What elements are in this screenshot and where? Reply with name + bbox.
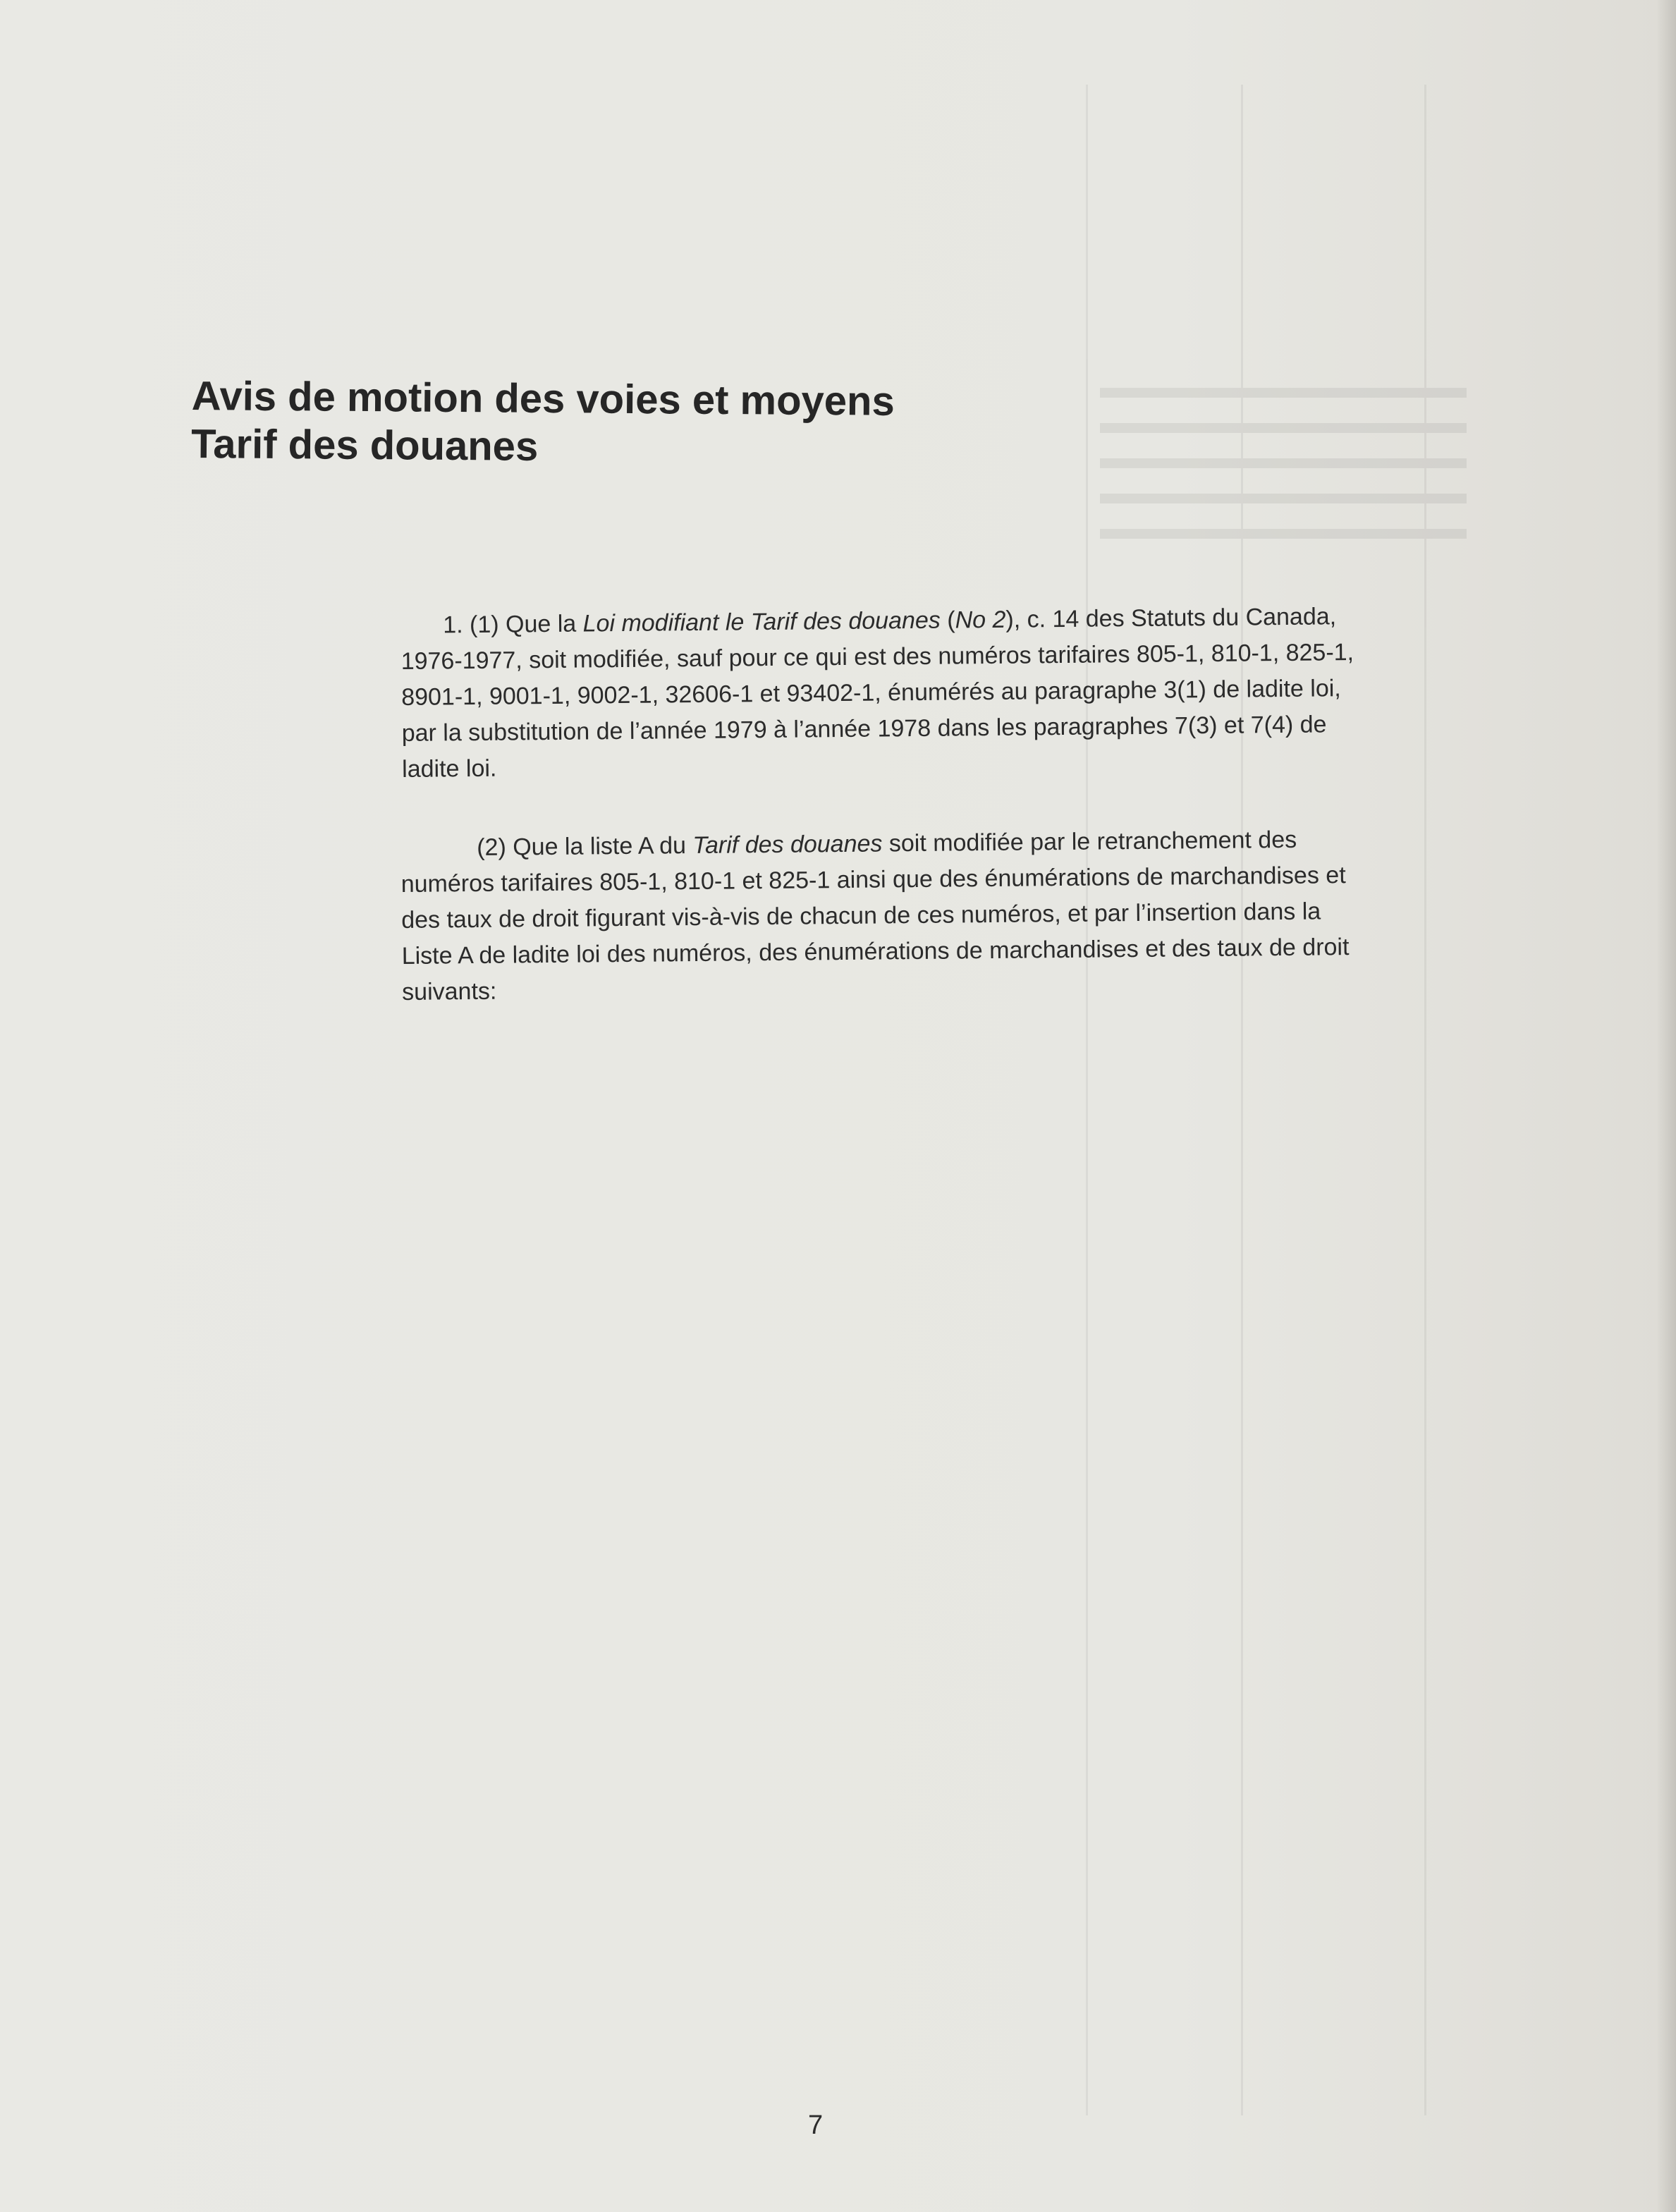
paragraph-2 bbox=[400, 820, 1502, 1010]
paragraph-2-line-2: numéros tarifaires 805-1, 810-1 et 825-1 ainsi que des énumérations de marchandises et bbox=[400, 862, 1346, 898]
p2-text-b: soit modifiée par le retranchement des bbox=[882, 826, 1297, 857]
paragraph-2-line-3: des taux de droit figurant vis-à-vis de chacun de ces numéros, et par l’insertion dans la bbox=[401, 898, 1321, 934]
tariff-title-italic: Tarif des douanes bbox=[692, 830, 883, 860]
law-number-italic: No 2 bbox=[955, 606, 1006, 634]
paragraph-1-line-5: ladite loi. bbox=[402, 754, 497, 783]
p1-text-a: 1. (1) Que la bbox=[443, 610, 583, 639]
page-edge-shadow bbox=[1656, 0, 1676, 2212]
paragraph-1-line-2: 1976-1977, soit modifiée, sauf pour ce qui est des numéros tarifaires 805-1, 810-1, 825-1, bbox=[400, 639, 1354, 675]
paragraph-2-line-5: suivants: bbox=[402, 977, 497, 1006]
paragraph-2-line-4: Liste A de ladite loi des numéros, des énumérations de marchandises et des taux de droit bbox=[401, 934, 1350, 970]
paragraph-1 bbox=[400, 597, 1502, 788]
page-title bbox=[191, 372, 895, 474]
title-line-1: Avis de motion des voies et moyens bbox=[191, 372, 895, 424]
title-line-2: Tarif des douanes bbox=[190, 420, 539, 470]
p1-text-b: ( bbox=[940, 606, 955, 634]
p2-text-a: (2) Que la liste A du bbox=[477, 832, 693, 861]
paragraph-1-line-4: par la substitution de l’année 1979 à l’année 1978 dans les paragraphes 7(3) et 7(4) de bbox=[401, 711, 1327, 747]
page-number: 7 bbox=[808, 2110, 824, 2140]
law-title-italic: Loi modifiant le Tarif des douanes bbox=[582, 606, 941, 637]
paragraph-1-line-3: 8901-1, 9001-1, 9002-1, 32606-1 et 93402-1, énumérés au paragraphe 3(1) de ladite loi, bbox=[401, 675, 1341, 711]
p1-text-c: ), c. 14 des Statuts du Canada, bbox=[1005, 603, 1337, 633]
bleed-through-artifact bbox=[1072, 85, 1523, 2115]
